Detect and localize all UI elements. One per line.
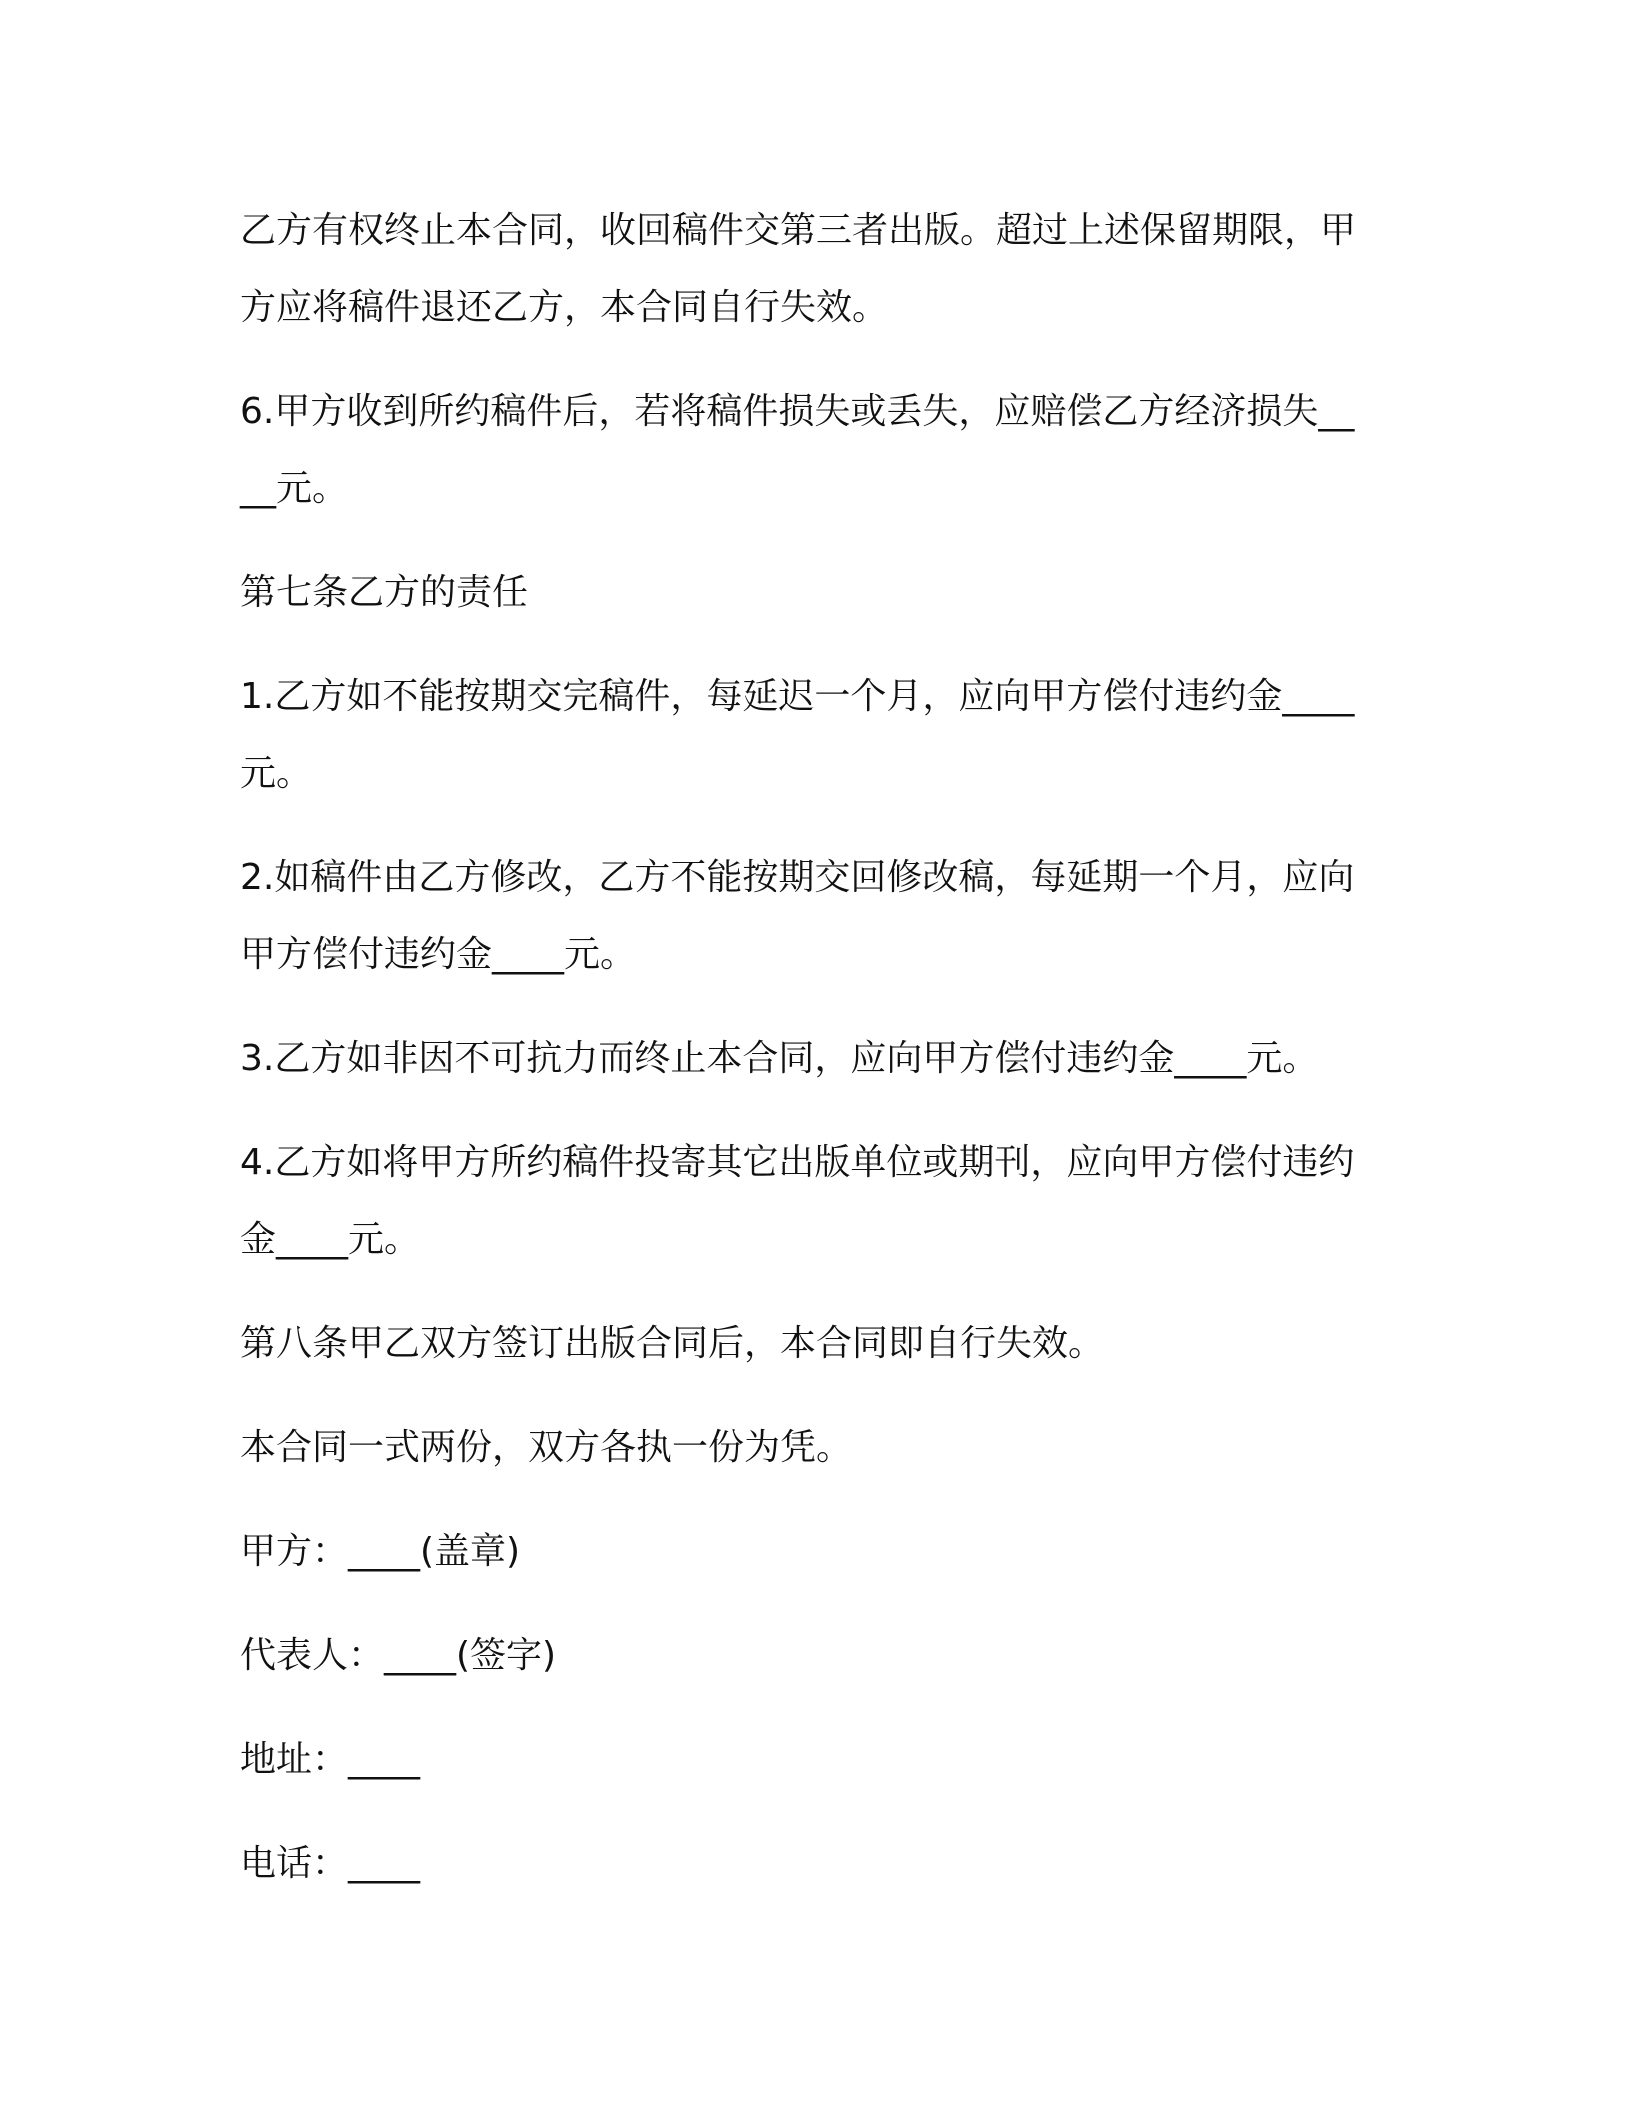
paragraph-clause-2-late-revision: 2.如稿件由乙方修改，乙方不能按期交回修改稿，每延期一个月，应向甲方偿付违约金____元。 [240,857,1355,975]
address-line: 地址：____ [240,1739,421,1780]
paragraph-clause-1-late-delivery: 1.乙方如不能按期交完稿件，每延迟一个月，应向甲方偿付违约金____元。 [240,676,1355,794]
party-a-seal-line: 甲方：____(盖章) [240,1531,521,1572]
paragraph-clause-3-termination-penalty: 3.乙方如非因不可抗力而终止本合同，应向甲方偿付违约金____元。 [240,1038,1319,1079]
document-body [240,192,1360,1929]
representative-signature-line: 代表人：____(签字) [240,1635,557,1676]
paragraph-clause-6-compensation: 6.甲方收到所约稿件后，若将稿件损失或丢失，应赔偿乙方经济损失____元。 [240,391,1355,509]
section-heading-article-8: 第八条甲乙双方签订出版合同后，本合同即自行失效。 [240,1323,1105,1364]
paragraph-copies: 本合同一式两份，双方各执一份为凭。 [240,1427,853,1468]
paragraph-clause-4-submission-elsewhere: 4.乙方如将甲方所约稿件投寄其它出版单位或期刊，应向甲方偿付违约金____元。 [240,1142,1355,1260]
section-heading-article-7: 第七条乙方的责任 [240,572,529,613]
paragraph-termination-clause: 乙方有权终止本合同，收回稿件交第三者出版。超过上述保留期限，甲方应将稿件退还乙方，本合同自行失效。 [240,210,1357,328]
phone-line: 电话：____ [240,1843,421,1884]
